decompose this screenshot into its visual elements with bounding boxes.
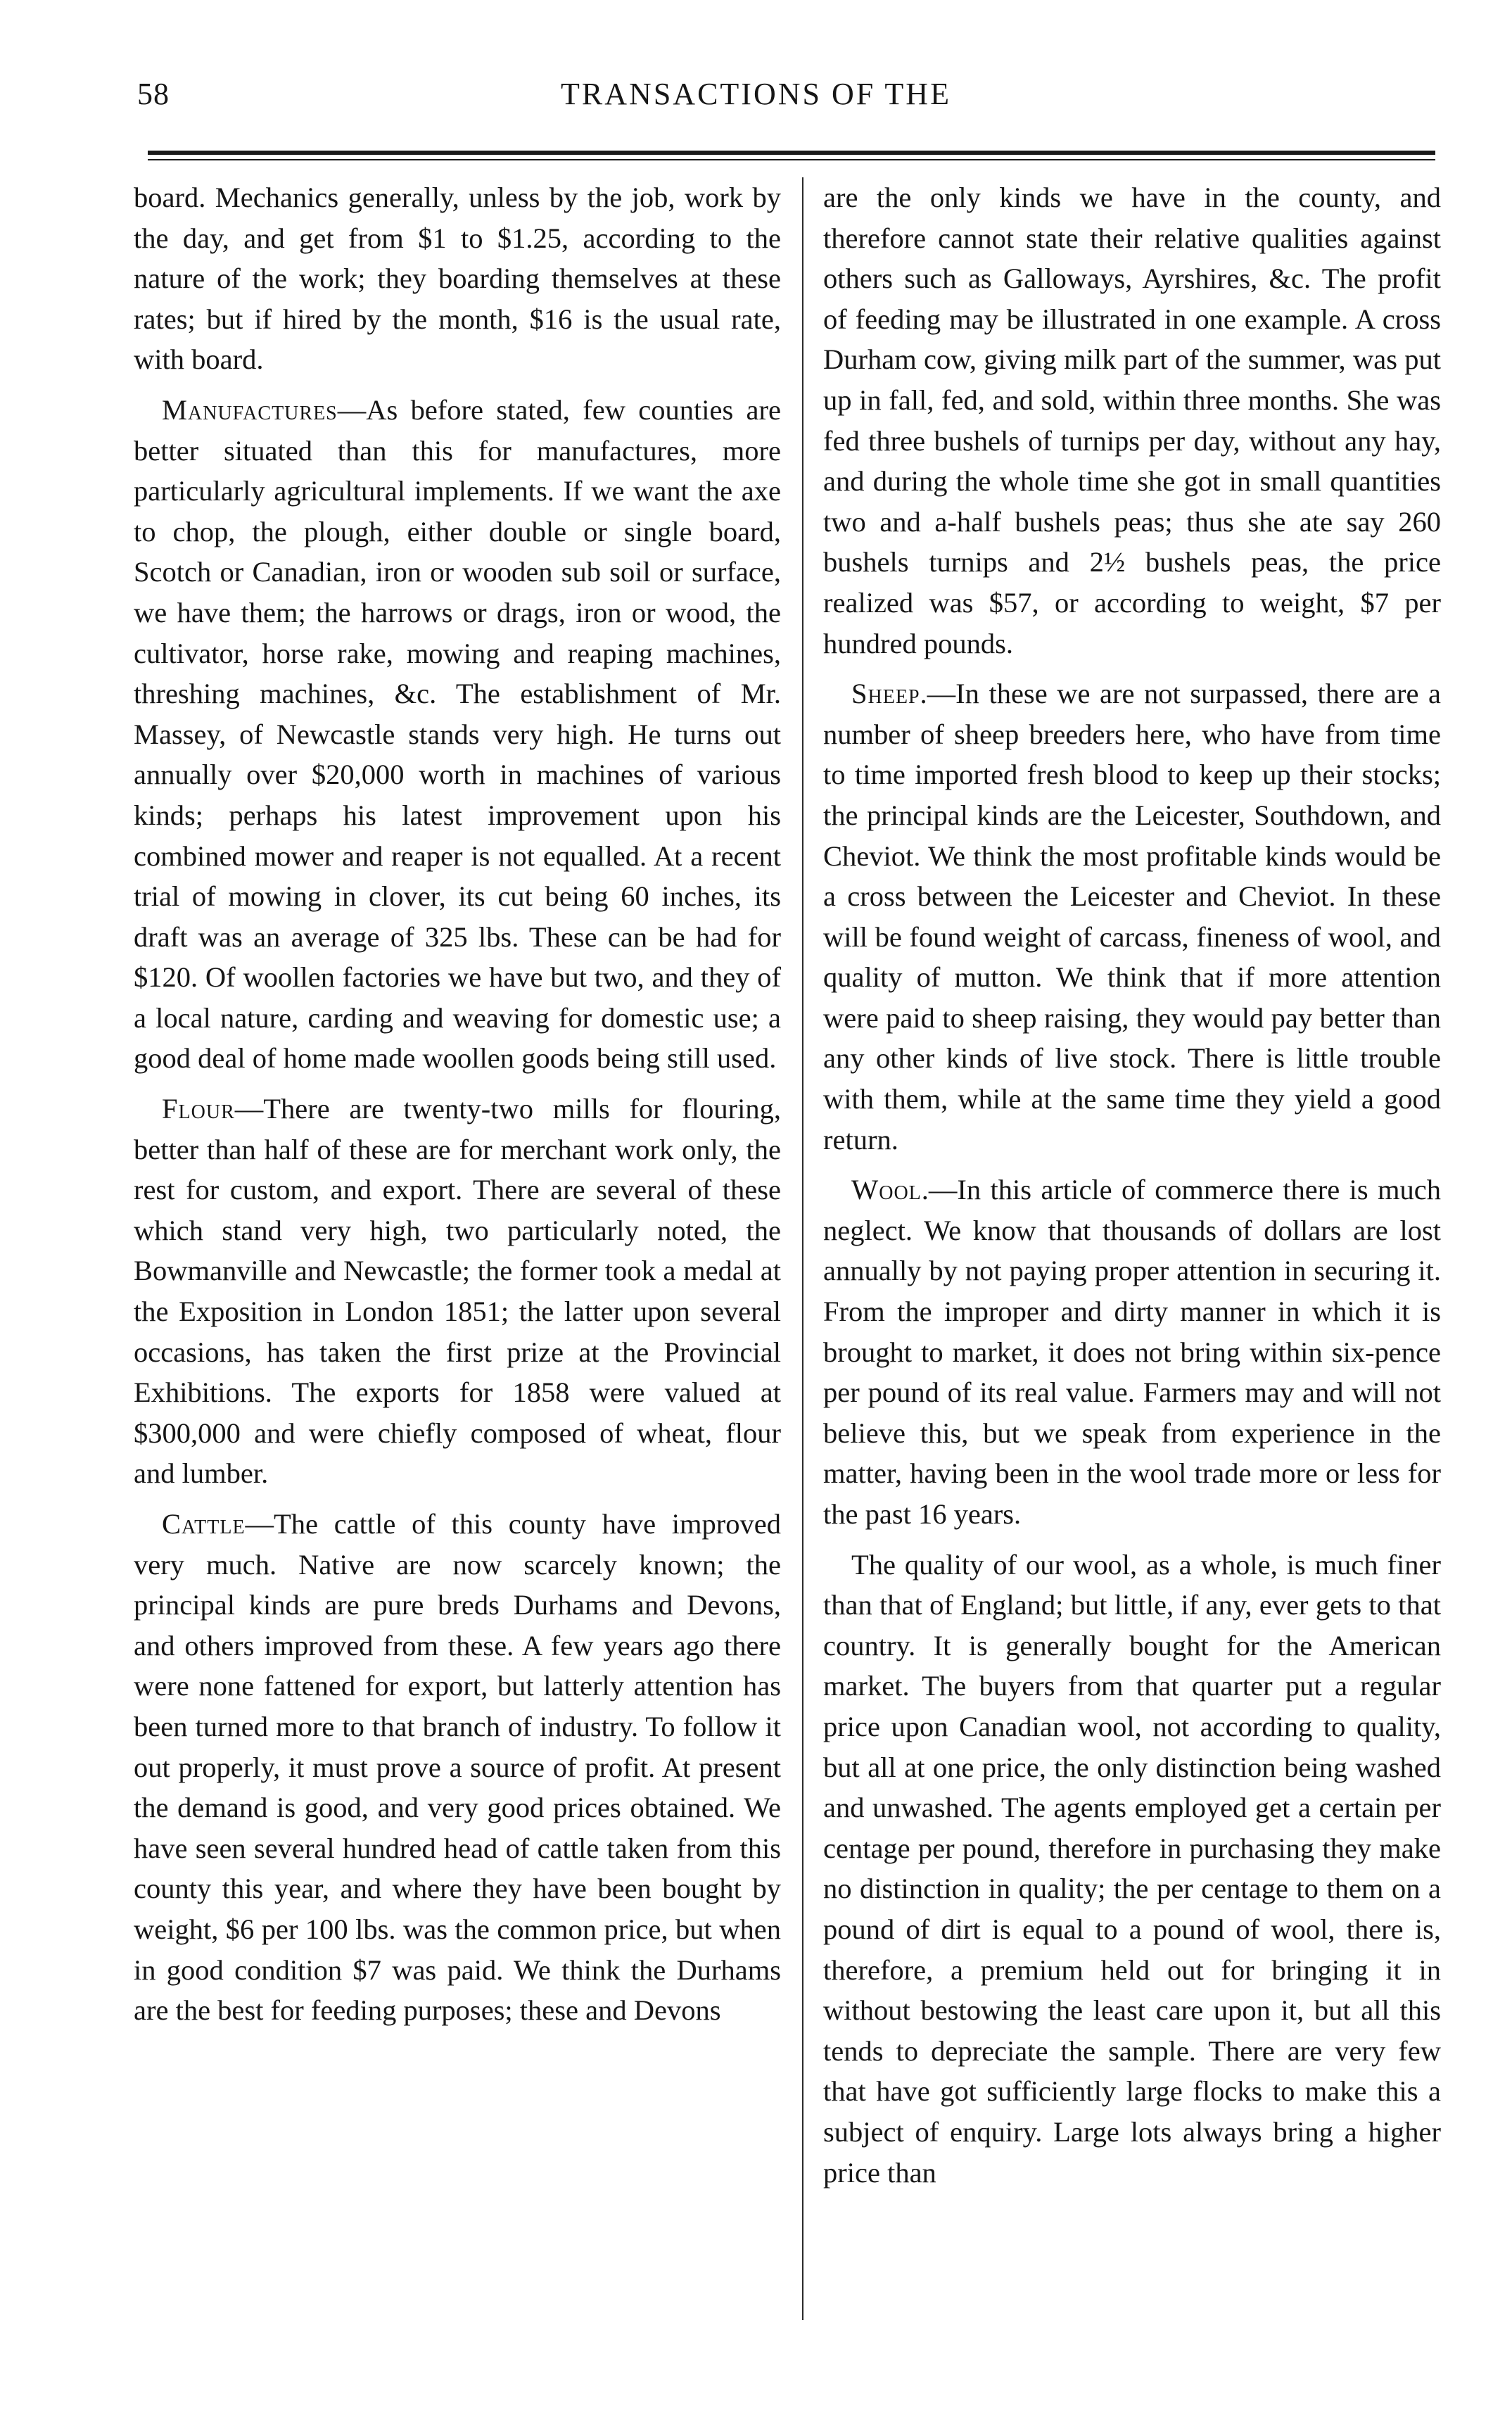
section-heading-wool: Wool [851, 1174, 922, 1206]
section-heading-flour: Flour [162, 1093, 235, 1125]
header-rule-thin [148, 159, 1435, 160]
right-column [823, 177, 1441, 2193]
paragraph-manufactures [134, 390, 781, 1079]
paragraph-text: board. Mechanics generally, unless by the job, work by the day, and get from $1 to $1.25, according to the nature of the work; they boarding themselves at these rates; but if hired by the month, $16 is the usual rate, with board. [134, 182, 781, 376]
paragraph-board [134, 177, 781, 380]
running-head: TRANSACTIONS OF THE [561, 77, 951, 111]
paragraph-text: .—In this article of commerce there is much neglect. We know that thousands of dollars are lost annually by not paying proper attention in securing it. From the improper and dirty manner in which it is brought to market, it does not bring within six-pence per pound of its real value. Farmers may and will not believe this, but we speak from experience in the matter, having been in the wool trade more or less for the past 16 years. [823, 1174, 1441, 1530]
header-rule-thick [148, 151, 1435, 155]
left-column [134, 177, 781, 2031]
paragraph-text: The quality of our wool, as a whole, is much finer than that of England; but little, if any, ever gets to that country. It is generally bought for the American market. The buyers from that quarter put a regular price upon Canadian wool, not according to quality, but all at one price, the only distinction being washed and unwashed. The agents employed get a certain per centage per pound, therefore in purchasing they make no distinction in quality; the per centage to them on a pound of dirt is equal to a pound of wool, there is, therefore, a premium held out for bringing it in without bestowing the least care upon it, but all this tends to depreciate the sample. There are very few that have got sufficiently large flocks to make this a subject of enquiry. Large lots always bring a higher price than [823, 1548, 1441, 2189]
section-heading-cattle: Cattle [162, 1508, 246, 1540]
paragraph-text: —There are twenty-two mills for flouring, better than half of these are for merchant work only, the rest for custom, and export. There are several of these which stand very high, two particularly noted, the Bowmanville and Newcastle; the former took a medal at the Exposition in London 1851; the latter upon several occasions, has taken the first prize at the Provincial Exhibitions. The exports for 1858 were valued at $300,000 and were chiefly composed of wheat, flour and lumber. [134, 1093, 781, 1490]
paragraph-wool [823, 1170, 1441, 1534]
paragraph-cattle [134, 1504, 781, 2031]
page-number: 58 [137, 77, 170, 111]
paragraph-flour [134, 1089, 781, 1494]
paragraph-sheep [823, 673, 1441, 1160]
paragraph-wool-quality [823, 1545, 1441, 2193]
paragraph-feeding [823, 177, 1441, 664]
column-divider [802, 177, 803, 2320]
paragraph-text: are the only kinds we have in the county, and therefore cannot state their relative qualities against others such as Galloways, Ayrshires, &c. The profit of feeding may be illustrated in one example. A cross Durham cow, giving milk part of the summer, was put up in fall, fed, and sold, within three months. She was fed three bushels of turnips per day, without any hay, and during the whole time she got in small quantities two and a-half bushels peas; thus she ate say 260 bushels turnips and 2½ bushels peas, the price realized was $57, or according to weight, $7 per hundred pounds. [823, 182, 1441, 659]
section-heading-sheep: Sheep [851, 678, 920, 710]
section-heading-manufactures: Manufactures [162, 393, 338, 426]
paragraph-text: —As before stated, few counties are better situated than this for manufactures, more particularly agricultural implements. If we want the axe to chop, the plough, either double or single board, Scotch or Canadian, iron or wooden sub soil or surface, we have them; the harrows or drags, iron or wood, the cultivator, horse rake, mowing and reaping machines, threshing machines, &c. The establishment of Mr. Massey, of Newcastle stands very high. He turns out annually over $20,000 worth in machines of various kinds; perhaps his latest improvement upon his combined mower and reaper is not equalled. At a recent trial of mowing in clover, its cut being 60 inches, its draft was an average of 325 lbs. These can be had for $120. Of woollen factories we have but two, and they of a local nature, carding and weaving for domestic use; a good deal of home made woollen goods being still used. [134, 393, 781, 1075]
paragraph-text: .—In these we are not surpassed, there are a number of sheep breeders here, who have from time to time imported fresh blood to keep up their stocks; the principal kinds are the Leicester, Southdown, and Cheviot. We think the most profitable kinds would be a cross between the Leicester and Cheviot. In these will be found weight of carcass, fineness of wool, and quality of mutton. We think that if more attention were paid to sheep raising, they would pay better than any other kinds of live stock. There is little trouble with them, while at the same time they yield a good return. [823, 678, 1441, 1155]
paragraph-text: —The cattle of this county have improved very much. Native are now scarcely known; the principal kinds are pure breds Durhams and Devons, and others improved from these. A few years ago there were none fattened for export, but latterly attention has been turned more to that branch of industry. To follow it out properly, it must prove a source of profit. At present the demand is good, and very good prices obtained. We have seen several hundred head of cattle taken from this county this year, and where they have been bought by weight, $6 per 100 lbs. was the common price, but when in good condition $7 was paid. We think the Durhams are the best for feeding purposes; these and Devons [134, 1508, 781, 2027]
